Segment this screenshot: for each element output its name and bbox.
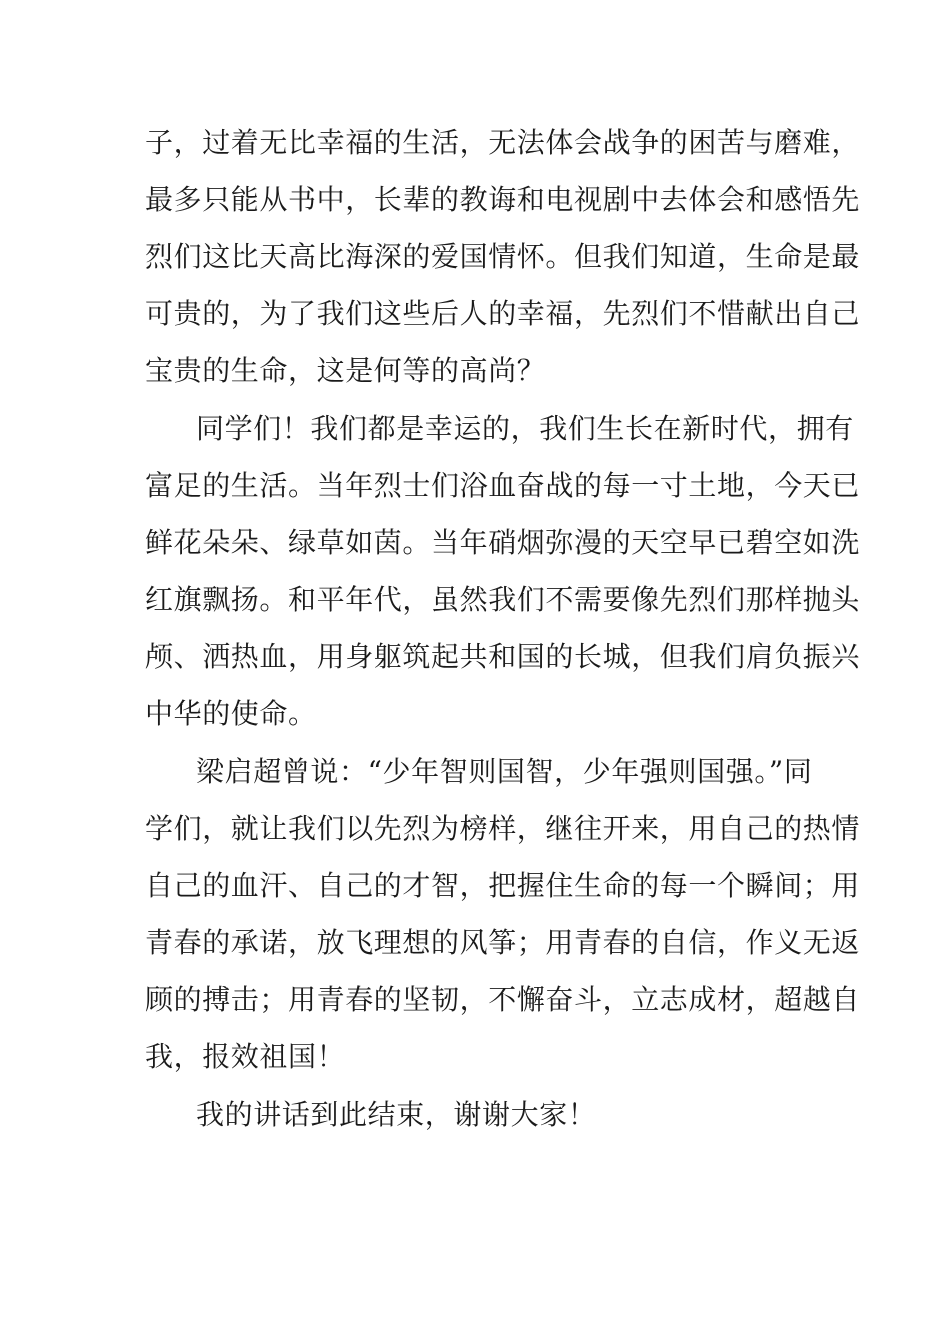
text-line: 青春的承诺，放飞理想的风筝；用青春的自信，作义无返 — [145, 926, 861, 959]
text-line: 我，报效祖国！ — [145, 1040, 346, 1073]
text-line: 学们，就让我们以先烈为榜样，继往开来，用自己的热情 — [145, 812, 861, 845]
text-line: 顾的搏击；用青春的坚韧，不懈奋斗，立志成材，超越自 — [145, 983, 861, 1016]
text-line: 可贵的，为了我们这些后人的幸福，先烈们不惜献出自己 — [145, 297, 861, 330]
text-line: 烈们这比天高比海深的爱国情怀。但我们知道，生命是最 — [145, 240, 861, 273]
text-line: 鲜花朵朵、绿草如茵。当年硝烟弥漫的天空早已碧空如洗 — [145, 526, 861, 559]
text-line: 最多只能从书中，长辈的教诲和电视剧中去体会和感悟先 — [145, 183, 861, 216]
paragraph-first-line: 同学们！我们都是幸运的，我们生长在新时代，拥有 — [196, 412, 854, 445]
paragraph-first-line: 我的讲话到此结束，谢谢大家！ — [196, 1098, 597, 1131]
text-line: 宝贵的生命，这是何等的高尚？ — [145, 354, 546, 387]
text-line: 自己的血汗、自己的才智，把握住生命的每一个瞬间；用 — [145, 869, 861, 902]
paragraph-first-line: 梁启超曾说：“少年智则国智，少年强则国强。”同 — [196, 755, 813, 788]
text-line: 中华的使命。 — [145, 697, 317, 730]
text-line: 富足的生活。当年烈士们浴血奋战的每一寸土地，今天已 — [145, 469, 861, 502]
text-line: 子，过着无比幸福的生活，无法体会战争的困苦与磨难， — [145, 126, 861, 159]
text-line: 颅、洒热血，用身躯筑起共和国的长城，但我们肩负振兴 — [145, 640, 861, 673]
text-line: 红旗飘扬。和平年代，虽然我们不需要像先烈们那样抛头 — [145, 583, 861, 616]
